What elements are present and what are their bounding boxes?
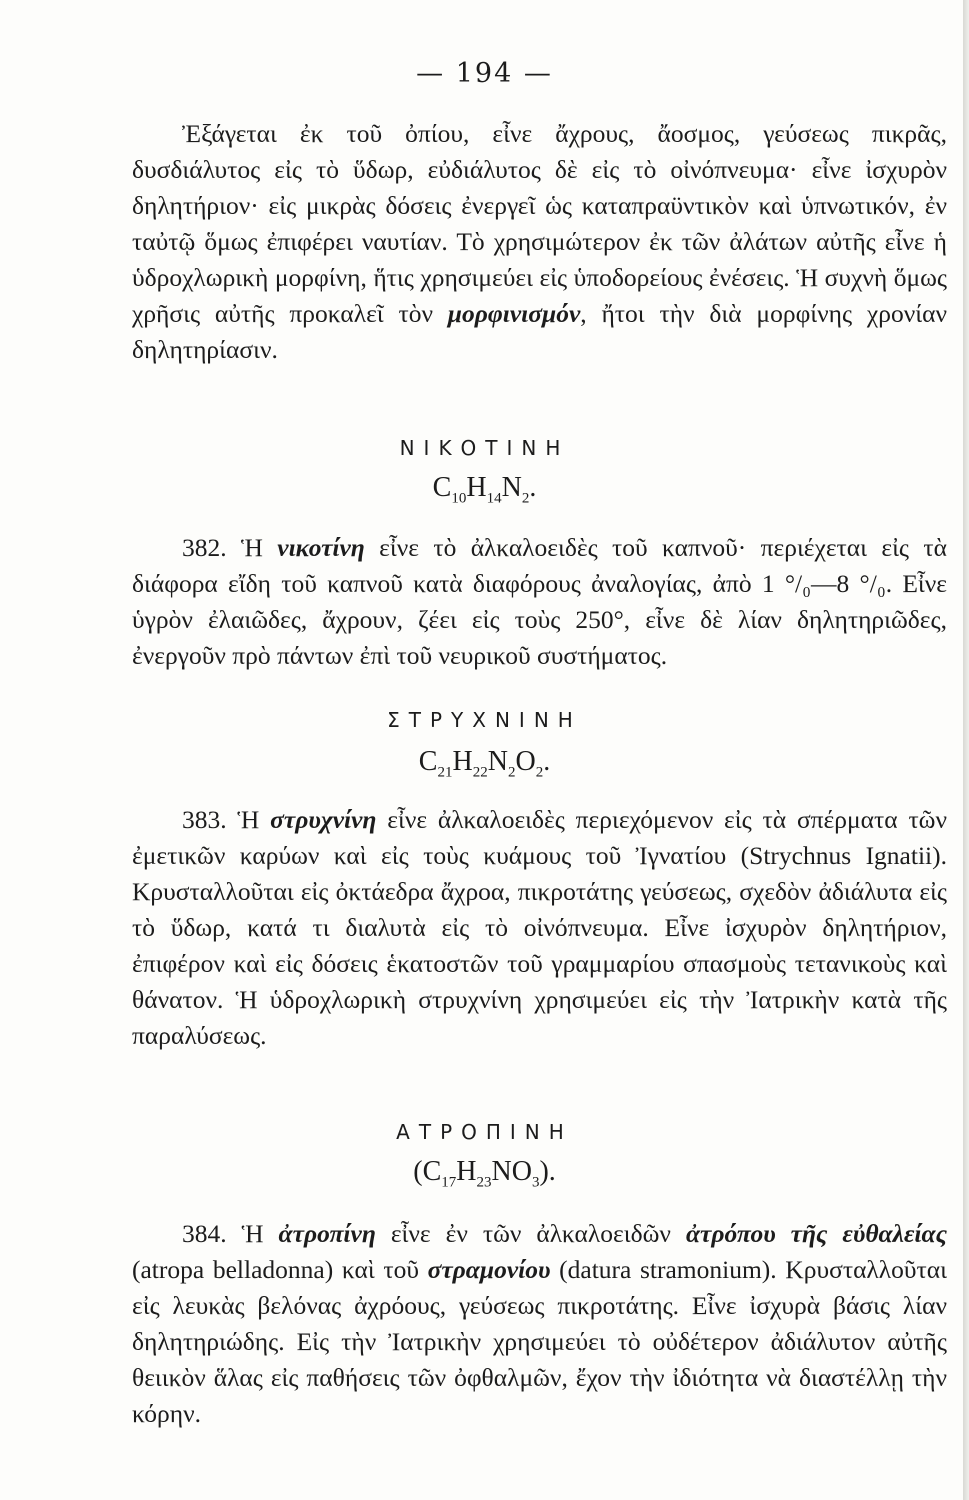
nicotine-paragraph [132,530,947,674]
nicotine-heading: ΝΙΚΟΤΙΝΗ [399,436,570,460]
strychnine-paragraph [132,802,947,1054]
atropine-text-2: (atropa belladonna) καὶ τοῦ [132,1255,419,1284]
nicotine-formula: $C_{10}H_{14}N_2$. [432,472,537,507]
strychnine-bold-term: στρυχνίνη [270,805,377,834]
section-number-384: 384. Ἡ [182,1219,264,1248]
atropa-bold-term: ἀτρόπου τῆς εὐθαλείας [685,1219,947,1248]
strychnine-text: εἶνε ἀλκαλοειδὲς περιεχόμενον εἰς τὰ σπέρματα τῶν ἐμετικῶν καρύων καὶ εἰς τοὺς κυάμους τοῦ Ἰγνατίου (Strychnus Ignatii). Κρυσταλλοῦται εἰς ὀκτάεδρα ἄχροα, πικροτάτης γεύσεως, σχεδὸν ἀδιάλυτα εἰς τὸ ὕδωρ, κατά τι διαλυτὰ εἰς τὸ οἰνόπνευμα. Εἶνε ἰσχυρὸν δηλητήριον, ἐπιφέρον καὶ εἰς δόσεις ἑκατοστῶν τοῦ γραμμαρίου σπασμοὺς τετανικοὺς καὶ θάνατον. Ἡ ὑδροχλωρικὴ στρυχνίνη χρησιμεύει εἰς τὴν Ἰατρικὴν κατὰ τῆς παραλύσεως. [132,805,948,1050]
page-number: — 194 — [416,58,553,89]
atropine-text-1: εἶνε ἐν τῶν ἀλκαλοειδῶν [390,1219,671,1248]
section-number-382: 382. Ἡ [182,533,263,562]
intro-text: Ἐξάγεται ἐκ τοῦ ὀπίου, εἶνε ἄχρους, ἄοσμος, γεύσεως πικρᾶς, δυσδιάλυτος εἰς τὸ ὕδωρ, εὐδιάλυτος δὲ εἰς τὸ οἰνόπνευμα· εἶνε ἰσχυρὸν δηλητήριον· εἰς μικρὰς δόσεις ἐνεργεῖ ὡς καταπραϋντικὸν καὶ ὑπνωτικόν, ἐν ταὐτῷ ὅμως ἐπιφέρει ναυτίαν. Τὸ χρησιμώτερον ἐκ τῶν ἀλάτων αὐτῆς εἶνε ἡ ὑδροχλωρικὴ μορφίνη, ἥτις χρησιμεύει εἰς ὑποδορείους ἐνέσεις. Ἡ συχνὴ ὅμως χρῆσις αὐτῆς προκαλεῖ τὸν [132,119,947,328]
intro-paragraph [132,116,947,368]
atropine-bold-term: ἀτροπίνη [278,1219,376,1248]
atropine-paragraph [132,1216,947,1432]
section-number-383: 383. Ἡ [182,805,260,834]
stramonium-bold-term: στραμονίου [427,1255,551,1284]
atropine-formula: $(C_{17}H_{23}NO_3)$. [413,1156,556,1191]
strychnine-formula: $C_{21}H_{22}N_2O_2$. [418,746,551,781]
nicotine-text: εἶνε τὸ ἀλκαλοειδὲς τοῦ καπνοῦ· περιέχεται εἰς τὰ διάφορα εἴδη τοῦ καπνοῦ κατὰ διαφόρους ἀναλογίας, ἀπὸ 1 °/₀—8 °/₀. Εἶνε ὑγρὸν ἐλαιῶδες, ἄχρουν, ζέει εἰς τοὺς 250°, εἶνε δὲ λίαν δηλητηριῶδες, ἐνεργοῦν πρὸ πάντων ἐπὶ τοῦ νευρικοῦ συστήματος. [132,533,947,670]
strychnine-heading: ΣΤΡΥΧΝΙΝΗ [387,708,582,732]
intro-end: , ἤτοι τὴν διὰ μορφίνης χρονίαν δηλητηρίασιν. [132,299,947,364]
intro-bold-term: μορφινισμόν [447,299,581,328]
nicotine-bold-term: νικοτίνη [277,533,365,562]
atropine-heading: ΑΤΡΟΠΙΝΗ [396,1120,573,1144]
atropine-text-3: (datura stramonium). Κρυσταλλοῦται εἰς λευκὰς βελόνας ἀχρόους, γεύσεως πικροτάτης. Εἶνε ἰσχυρὰ βάσις λίαν δηλητηριώδης. Εἰς τὴν Ἰατρικὴν χρησιμεύει τὸ οὐδέτερον ἀδιάλυτον αὐτῆς θειικὸν ἅλας εἰς παθήσεις τῶν ὀφθαλμῶν, ἔχον τὴν ἰδιότητα νὰ διαστέλλῃ τὴν κόρην. [132,1255,948,1428]
